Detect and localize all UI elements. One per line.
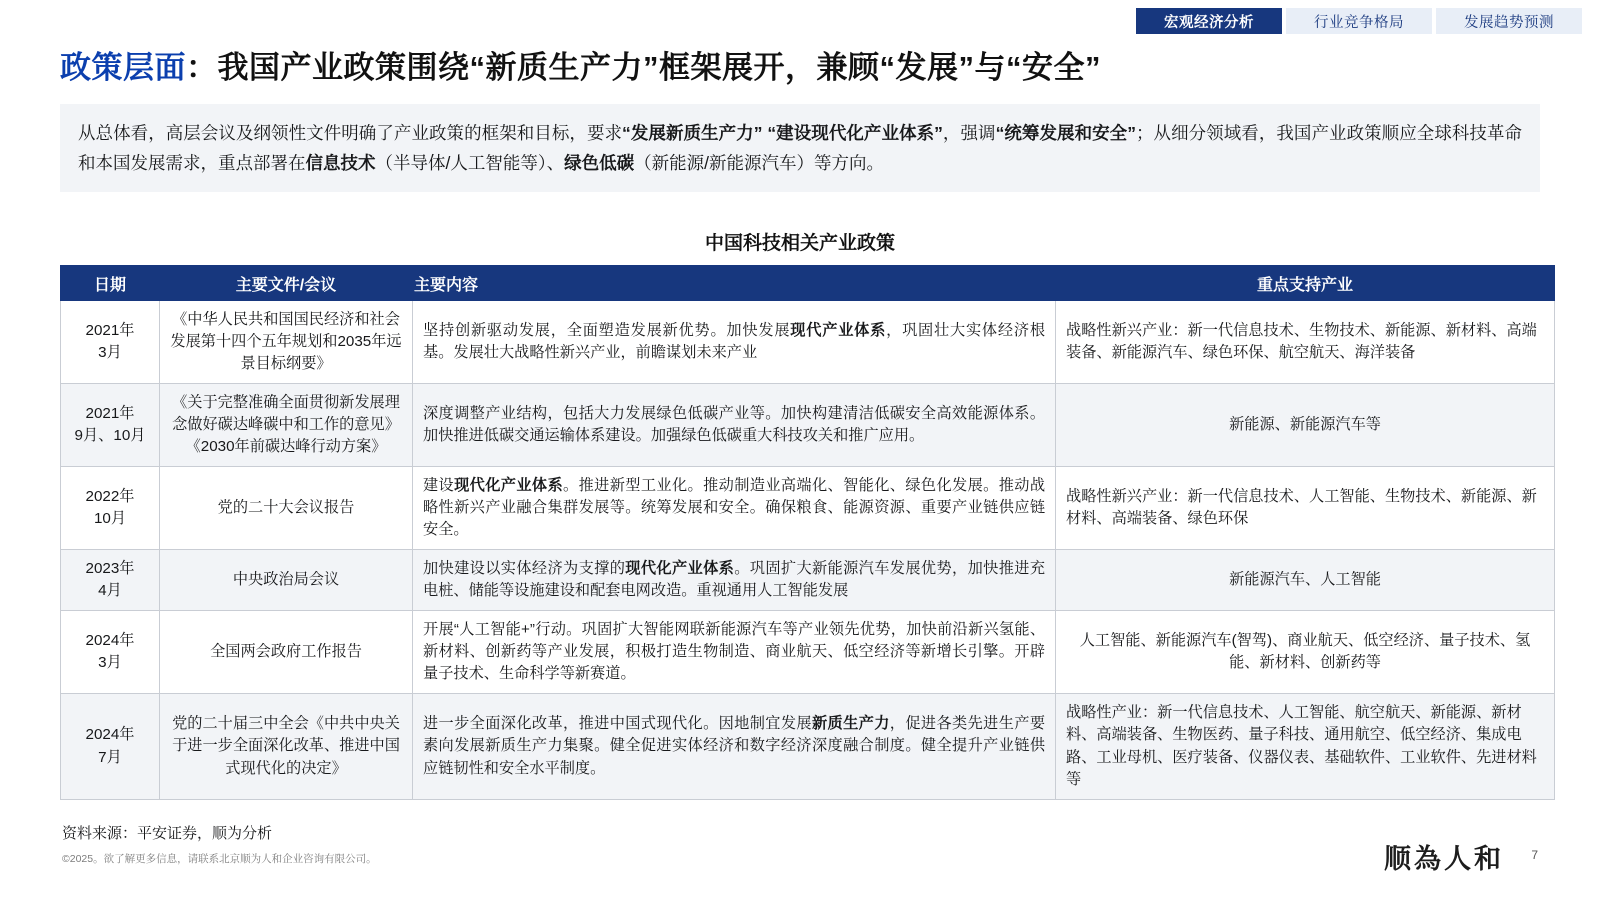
- cell-date: 2024年 7月: [61, 694, 160, 799]
- cell-document: 全国两会政府工作报告: [160, 611, 413, 694]
- col-header-date: 日期: [61, 266, 160, 301]
- table-row: [61, 550, 1555, 611]
- table-row: [61, 384, 1555, 467]
- cell-document: 党的二十届三中全会《中共中央关于进一步全面深化改革、推进中国式现代化的决定》: [160, 694, 413, 799]
- cell-date: 2021年 9月、10月: [61, 384, 160, 467]
- cell-industry: 新能源汽车、人工智能: [1056, 550, 1555, 611]
- policy-table-body: [61, 301, 1555, 800]
- tab-label: 宏观经济分析: [1164, 14, 1254, 31]
- cell-industry: 战略性产业：新一代信息技术、人工智能、航空航天、新能源、新材料、高端装备、生物医药、量子科技、通用航空、低空经济、集成电路、工业母机、医疗装备、仪器仪表、基础软件、工业软件、先进材料等: [1056, 694, 1555, 799]
- cell-date: 2024年 3月: [61, 611, 160, 694]
- cell-date: 2021年 3月: [61, 301, 160, 384]
- table-caption: 中国科技相关产业政策: [704, 233, 895, 254]
- cell-content: 坚持创新驱动发展，全面塑造发展新优势。加快发展现代产业体系，巩固壮大实体经济根基。发展壮大战略性新兴产业，前瞻谋划未来产业: [413, 301, 1056, 384]
- tab-industry-competition[interactable]: [1286, 8, 1432, 34]
- table-row: [61, 611, 1555, 694]
- cell-date: 2023年 4月: [61, 550, 160, 611]
- table-row: [61, 694, 1555, 799]
- policy-table-wrapper: [60, 265, 1542, 800]
- cell-document: 中央政治局会议: [160, 550, 413, 611]
- cell-date: 2022年 10月: [61, 467, 160, 550]
- cell-industry: 战略性新兴产业：新一代信息技术、生物技术、新能源、新材料、高端装备、新能源汽车、绿色环保、航空航天、海洋装备: [1056, 301, 1555, 384]
- cell-content: 建设现代化产业体系。推进新型工业化。推动制造业高端化、智能化、绿色化发展。推动战略性新兴产业融合集群发展等。统筹发展和安全。确保粮食、能源资源、重要产业链供应链安全。: [413, 467, 1056, 550]
- cell-document: 《关于完整准确全面贯彻新发展理念做好碳达峰碳中和工作的意见》《2030年前碳达峰行动方案》: [160, 384, 413, 467]
- page-title: [60, 42, 1560, 87]
- col-header-industry: 重点支持产业: [1056, 266, 1555, 301]
- company-logo: 顺為人和: [1384, 844, 1504, 875]
- cell-document: 《中华人民共和国国民经济和社会发展第十四个五年规划和2035年远景目标纲要》: [160, 301, 413, 384]
- cell-industry: 人工智能、新能源汽车(智驾)、商业航天、低空经济、量子技术、氢能、新材料、创新药等: [1056, 611, 1555, 694]
- page-number: 7: [1531, 848, 1538, 862]
- summary-box: 从总体看，高层会议及纲领性文件明确了产业政策的框架和目标，要求“发展新质生产力” “建设现代化产业体系”，强调“统筹发展和安全”；从细分领域看，我国产业政策顺应全球科技革命和本国发展需求，重点部署在信息技术（半导体/人工智能等）、绿色低碳（新能源/新能源汽车）等方向。: [60, 104, 1540, 192]
- source-note: 资料来源：平安证券，顺为分析: [62, 825, 273, 842]
- cell-content: 深度调整产业结构，包括大力发展绿色低碳产业等。加快构建清洁低碳安全高效能源体系。加快推进低碳交通运输体系建设。加强绿色低碳重大科技攻关和推广应用。: [413, 384, 1056, 467]
- cell-content: 进一步全面深化改革，推进中国式现代化。因地制宜发展新质生产力，促进各类先进生产要素向发展新质生产力集聚。健全促进实体经济和数字经济深度融合制度。健全提升产业链供应链韧性和安全水平制度。: [413, 694, 1056, 799]
- table-row: [61, 467, 1555, 550]
- policy-table: [60, 265, 1555, 800]
- tab-label: 发展趋势预测: [1464, 14, 1554, 31]
- col-header-document: 主要文件/会议: [160, 266, 413, 301]
- cell-content: 开展“人工智能+”行动。巩固扩大智能网联新能源汽车等产业领先优势，加快前沿新兴氢能、新材料、创新药等产业发展，积极打造生物制造、商业航天、低空经济等新增长引擎。开辟量子技术、生命科学等新赛道。: [413, 611, 1056, 694]
- tab-macro-economy[interactable]: [1136, 8, 1282, 34]
- tab-label: 行业竞争格局: [1314, 14, 1404, 31]
- table-header-row: [61, 266, 1555, 301]
- page-title-highlight: 政策层面: [60, 50, 186, 85]
- cell-industry: 战略性新兴产业：新一代信息技术、人工智能、生物技术、新能源、新材料、高端装备、绿色环保: [1056, 467, 1555, 550]
- cell-document: 党的二十大会议报告: [160, 467, 413, 550]
- section-tabs: [1136, 8, 1582, 34]
- cell-content: 加快建设以实体经济为支撑的现代化产业体系。巩固扩大新能源汽车发展优势，加快推进充电桩、储能等设施建设和配套电网改造。重视通用人工智能发展: [413, 550, 1056, 611]
- cell-industry: 新能源、新能源汽车等: [1056, 384, 1555, 467]
- copyright-note: ©2025。欲了解更多信息，请联系北京顺为人和企业咨询有限公司。: [62, 853, 377, 865]
- col-header-content: 主要内容: [413, 266, 1056, 301]
- table-row: [61, 301, 1555, 384]
- page-title-rest: ：我国产业政策围绕“新质生产力”框架展开，兼顾“发展”与“安全”: [186, 50, 1101, 85]
- tab-trend-forecast[interactable]: [1436, 8, 1582, 34]
